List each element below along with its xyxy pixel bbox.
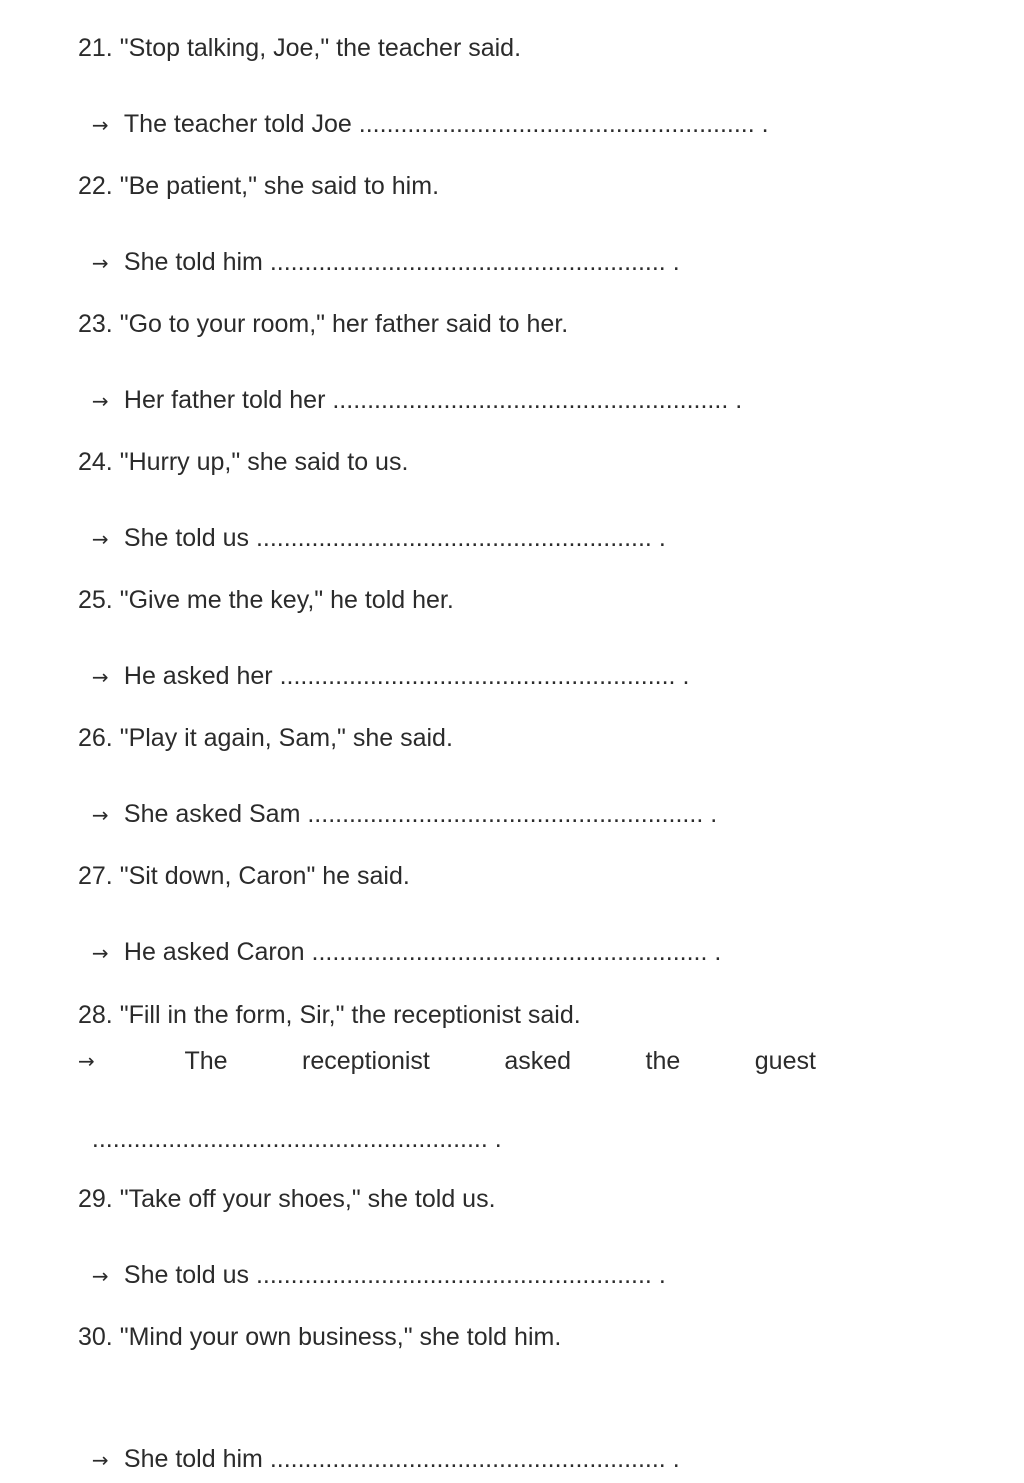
answer-blank[interactable]: ......................................................... xyxy=(255,1261,652,1289)
answer-prompt: Her father told her xyxy=(123,386,326,414)
prompt-word: the xyxy=(645,1047,681,1075)
answer-prompt: She told us xyxy=(123,1261,249,1289)
answer-blank[interactable]: ......................................................... xyxy=(358,110,755,138)
question-22: 22. "Be patient," she said to him. xyxy=(78,172,440,200)
answer-29 xyxy=(78,1230,666,1291)
question-27: 27. "Sit down, Caron" he said. xyxy=(78,862,410,890)
question-26: 26. "Play it again, Sam," she said. xyxy=(78,724,453,752)
arrow-icon: → xyxy=(91,803,109,827)
prompt-word: receptionist xyxy=(302,1047,430,1075)
answer-prompt: The teacher told Joe xyxy=(123,110,352,138)
answer-blank[interactable]: ......................................................... xyxy=(311,938,708,966)
answer-prompt: She told him xyxy=(123,248,263,276)
answer-end: . xyxy=(658,524,666,552)
answer-26 xyxy=(78,769,717,830)
arrow-icon: → xyxy=(91,1264,109,1288)
arrow-icon: → xyxy=(91,251,109,275)
answer-blank[interactable]: ......................................................... xyxy=(307,800,704,828)
question-25: 25. "Give me the key," he told her. xyxy=(78,586,454,614)
answer-prompt: She told him xyxy=(123,1445,263,1473)
answer-end: . xyxy=(714,938,722,966)
question-24: 24. "Hurry up," she said to us. xyxy=(78,448,409,476)
answer-blank[interactable]: ......................................................... xyxy=(255,524,652,552)
question-30: 30. "Mind your own business," she told him. xyxy=(78,1323,562,1351)
answer-end: . xyxy=(672,248,680,276)
answer-27 xyxy=(78,907,721,968)
question-29: 29. "Take off your shoes," she told us. xyxy=(78,1185,496,1213)
question-21: 21. "Stop talking, Joe," the teacher said. xyxy=(78,34,522,62)
answer-25 xyxy=(78,631,689,692)
answer-23 xyxy=(78,355,742,416)
question-28: 28. "Fill in the form, Sir," the receptionist said. xyxy=(78,1001,581,1029)
answer-end: . xyxy=(494,1125,502,1153)
prompt-word: asked xyxy=(504,1047,572,1075)
answer-prompt: He asked Caron xyxy=(123,938,305,966)
answer-21 xyxy=(78,79,769,140)
answer-end: . xyxy=(672,1445,680,1473)
answer-end: . xyxy=(682,662,690,690)
arrow-icon: → xyxy=(91,941,109,965)
answer-28-prompt xyxy=(78,1046,816,1076)
answer-prompt: She asked Sam xyxy=(123,800,301,828)
prompt-word: guest xyxy=(754,1047,816,1075)
answer-30 xyxy=(78,1414,680,1475)
arrow-icon: → xyxy=(91,665,109,689)
prompt-word: The xyxy=(184,1047,228,1075)
answer-end: . xyxy=(761,110,769,138)
arrow-icon: → xyxy=(78,1049,95,1073)
answer-blank[interactable]: ......................................................... xyxy=(279,662,676,690)
arrow-icon: → xyxy=(91,527,109,551)
answer-prompt: She told us xyxy=(123,524,249,552)
answer-blank[interactable]: ......................................................... xyxy=(269,1445,666,1473)
answer-24 xyxy=(78,493,666,554)
answer-end: . xyxy=(710,800,718,828)
answer-prompt: He asked her xyxy=(123,662,273,690)
question-23: 23. "Go to your room," her father said to her. xyxy=(78,310,569,338)
answer-blank[interactable]: ......................................................... xyxy=(269,248,666,276)
answer-28-blank-line xyxy=(78,1094,502,1154)
arrow-icon: → xyxy=(91,389,109,413)
answer-blank[interactable]: ......................................................... xyxy=(332,386,729,414)
answer-blank[interactable]: ......................................................... xyxy=(91,1125,488,1153)
arrow-icon: → xyxy=(91,1448,109,1472)
answer-end: . xyxy=(658,1261,666,1289)
answer-end: . xyxy=(735,386,743,414)
arrow-icon: → xyxy=(91,113,109,137)
answer-22 xyxy=(78,217,680,278)
